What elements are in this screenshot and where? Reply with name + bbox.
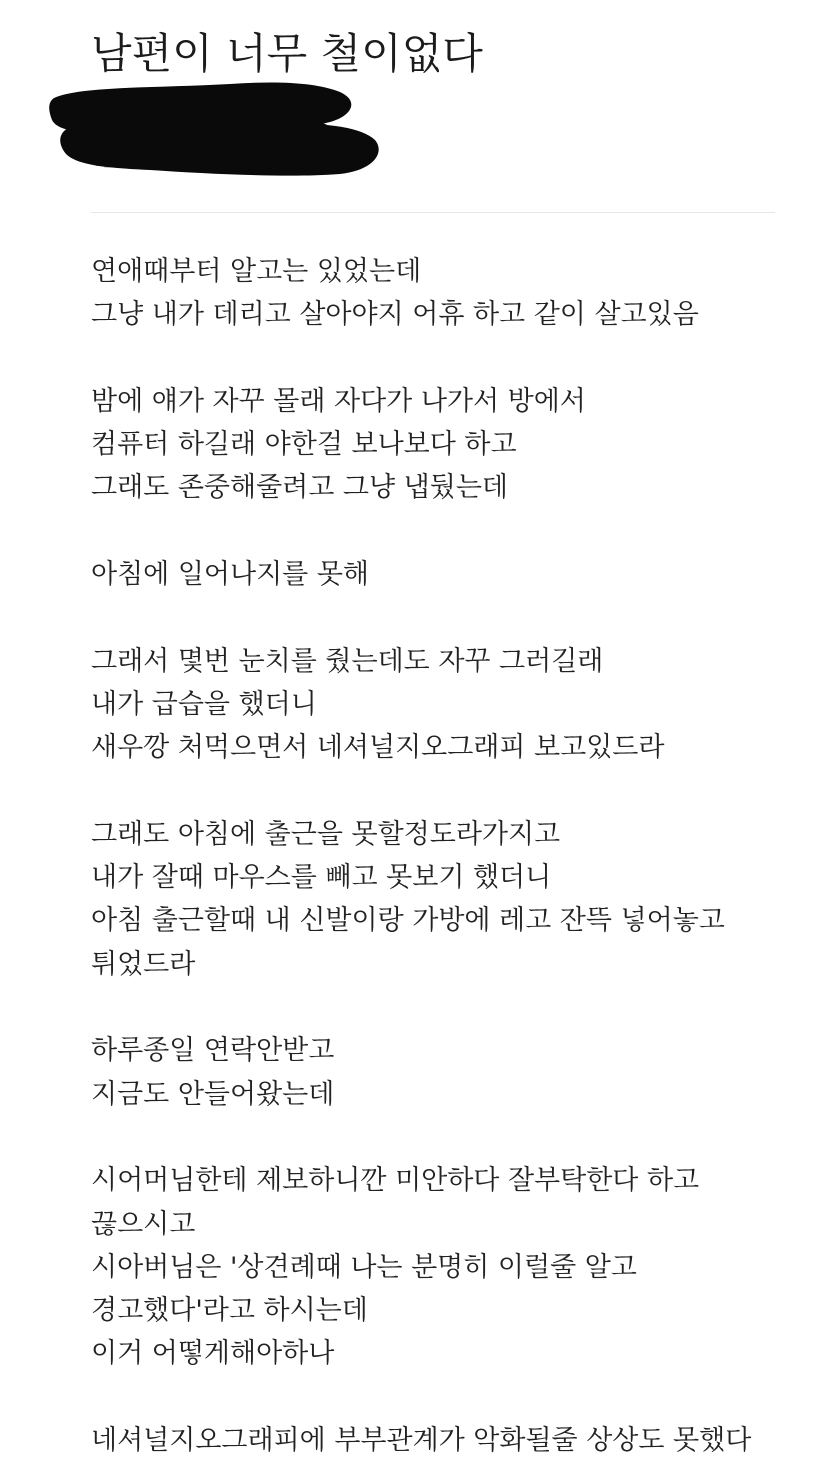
body-line: 하루종일 연락안받고 [91, 1035, 335, 1067]
blank-line [91, 510, 791, 553]
blank-line [91, 986, 791, 1029]
body-line: 튀었드라 [91, 948, 196, 980]
body-line: 그냥 내가 데리고 살아야지 어휴 하고 같이 살고있음 [91, 299, 699, 331]
body-line: 시어머님한테 제보하니깐 미안하다 잘부탁한다 하고 [91, 1165, 700, 1197]
post-body [91, 250, 791, 1462]
body-line: 네셔널지오그래피에 부부관계가 악화될줄 상상도 못했다 [91, 1425, 752, 1457]
redaction-mark [40, 70, 400, 190]
blank-line [91, 1376, 791, 1419]
body-line: 밤에 얘가 자꾸 몰래 자다가 나가서 방에서 [91, 385, 586, 417]
body-line: 이거 어떻게해아하나 [91, 1338, 335, 1370]
body-line: 아침에 일어나지를 못해 [91, 559, 369, 591]
body-line: 그래서 몇번 눈치를 줬는데도 자꾸 그러길래 [91, 645, 604, 677]
body-line: 연애때부터 알고는 있었는데 [91, 256, 422, 287]
post-title: 남편이 너무 철이없다 [91, 29, 483, 78]
body-line: 컴퓨터 하길래 야한걸 보나보다 하고 [91, 429, 517, 461]
blank-line [91, 337, 791, 380]
blank-line [91, 596, 791, 639]
blank-line [91, 1116, 791, 1159]
body-line: 아침 출근할때 내 신발이랑 가방에 레고 잔뜩 넣어놓고 [91, 905, 725, 937]
divider [91, 212, 775, 213]
blank-line [91, 770, 791, 813]
body-line: 그래도 존중해줄려고 그냥 냅뒀는데 [91, 472, 508, 504]
body-line: 시아버님은 '상견례때 나는 분명히 이럴줄 알고 [91, 1251, 637, 1283]
body-line: 내가 급습을 했더니 [91, 688, 317, 720]
body-line: 새우깡 처먹으면서 네셔널지오그래피 보고있드라 [91, 732, 665, 764]
body-line: 지금도 안들어왔는데 [91, 1078, 335, 1110]
body-line: 그래도 아침에 출근을 못할정도라가지고 [91, 818, 561, 850]
body-line: 경고했다'라고 하시는데 [91, 1295, 368, 1327]
body-line: 내가 잘때 마우스를 빼고 못보기 했더니 [91, 862, 552, 894]
body-line: 끊으시고 [91, 1208, 196, 1240]
